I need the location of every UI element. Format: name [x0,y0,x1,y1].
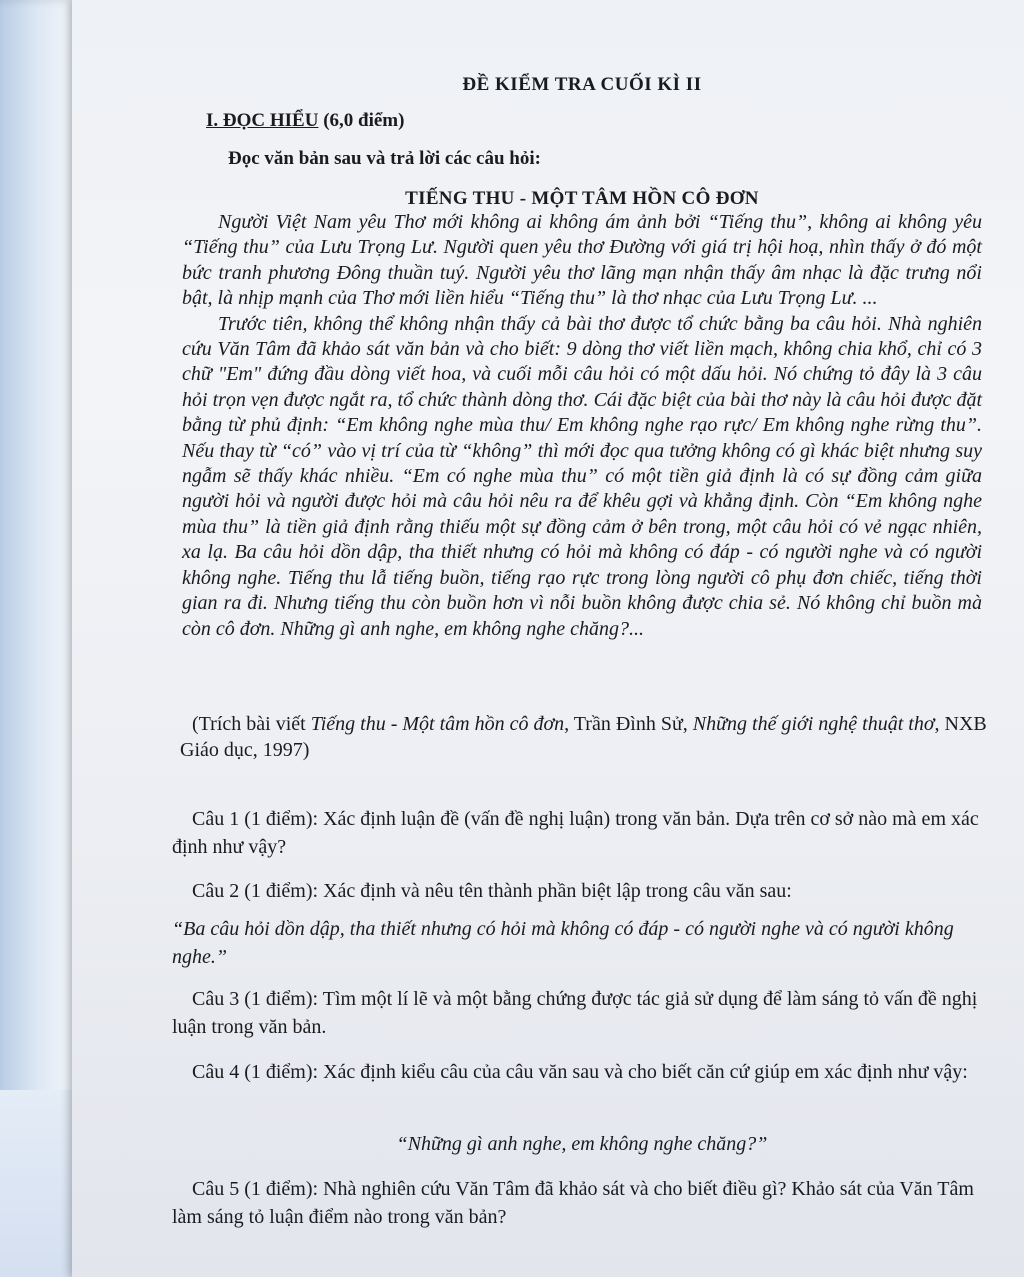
question-2 [172,877,992,905]
source-prefix: (Trích bài viết [192,713,311,735]
question-5-text: Câu 5 (1 điểm): Nhà nghiên cứu Văn Tâm đã khảo sát và cho biết điều gì? Khảo sát của Văn Tâm làm sáng tỏ luận điểm nào trong văn bản? [172,1178,974,1228]
question-3 [172,985,992,1041]
section-points: (6,0 điểm) [323,110,405,131]
exam-paper [72,0,1024,1277]
source-article: Tiếng thu - Một tâm hồn cô đơn [310,713,565,735]
source-book: Những thế giới nghệ thuật thơ [692,713,935,735]
question-1 [172,805,992,861]
passage-paragraph-1: Người Việt Nam yêu Thơ mới không ai không ám ảnh bởi “Tiếng thu”, không ai không yêu “Tiếng thu” của Lưu Trọng Lư. Người quen yêu thơ Đường với giá trị hội hoạ, nhìn thấy ở đó một bức tranh phương Đông thuần tuý. Người yêu thơ lãng mạn nhận thấy âm nhạc là đặc trưng nổi bật, là nhịp mạnh của Thơ mới liền hiểu “Tiếng thu” là thơ nhạc của Lưu Trọng Lư. ... [182,211,982,310]
question-2-text: Câu 2 (1 điểm): Xác định và nêu tên thành phần biệt lập trong câu văn sau: [192,880,792,902]
reading-passage [182,210,982,642]
source-author: , Trần Đình Sử, [564,713,693,735]
section-label: I. ĐỌC HIỂU [206,110,319,131]
question-4 [172,1058,992,1086]
reading-text-title: TIẾNG THU - MỘT TÂM HỒN CÔ ĐƠN [405,188,759,209]
question-4-quote: “Những gì anh nghe, em không nghe chăng?” [396,1133,768,1155]
question-2-quote: “Ba câu hỏi dồn dập, tha thiết nhưng có hỏi mà không có đáp - có người nghe và có người không nghe.” [172,918,954,968]
passage-source [180,712,990,763]
question-1-text: Câu 1 (1 điểm): Xác định luận đề (vấn đề nghị luận) trong văn bản. Dựa trên cơ sở nào mà em xác định như vậy? [172,808,979,858]
passage-paragraph-2: Trước tiên, không thể không nhận thấy cả bài thơ được tổ chức bằng ba câu hỏi. Nhà nghiên cứu Văn Tâm đã khảo sát văn bản và cho biết: 9 dòng thơ viết liền mạch, không chia khổ, chỉ có 3 chữ "Em" đứng đầu dòng viết hoa, và cuối mỗi câu hỏi có một dấu hỏi. Nó chứng tỏ đây là 3 câu hỏi trọn vẹn được ngắt ra, tổ chức thành dòng thơ. Cái đặc biệt của bài thơ này là câu hỏi được đặt bằng từ phủ định: “Em không nghe mùa thu/ Em không nghe rạo rực/ Em không nghe rừng thu”. Nếu thay từ “có” vào vị trí của từ “không” thì mới đọc qua tưởng không có gì khác biệt nhưng suy ngẫm sẽ thấy khác nhiều. “Em có nghe mùa thu” có một tiền giả định là có sự đồng cảm giữa người hỏi và người được hỏi mà câu hỏi nêu ra để khêu gợi và khẳng định. Còn “Em không nghe mùa thu” là tiền giả định rằng thiếu một sự đồng cảm ở bên trong, một câu hỏi có vẻ ngạc nhiên, xa lạ. Ba câu hỏi dồn dập, tha thiết nhưng có hỏi mà không có đáp - có người nghe và có người không nghe. Tiếng thu lẫ tiếng buồn, tiếng rạo rực trong lòng người cô phụ đơn chiếc, tiếng thời gian ra đi. Nhưng tiếng thu còn buồn hơn vì nỗi buồn không được chia sẻ. Nó không chỉ buồn mà còn cô đơn. Những gì anh nghe, em không nghe chăng?... [182,312,982,640]
question-5 [172,1175,992,1231]
section-heading [206,110,404,132]
instruction-text: Đọc văn bản sau và trả lời các câu hỏi: [228,148,541,169]
source-suffix: , NXB Giáo dục, 1997) [180,713,987,761]
question-4-text: Câu 4 (1 điểm): Xác định kiểu câu của câu văn sau và cho biết căn cứ giúp em xác định như vậy: [192,1061,968,1083]
exam-title: ĐỀ KIỂM TRA CUỐI KÌ II [462,74,702,95]
question-3-text: Câu 3 (1 điểm): Tìm một lí lẽ và một bằng chứng được tác giả sử dụng để làm sáng tỏ vấn đề nghị luận trong văn bản. [172,988,978,1038]
